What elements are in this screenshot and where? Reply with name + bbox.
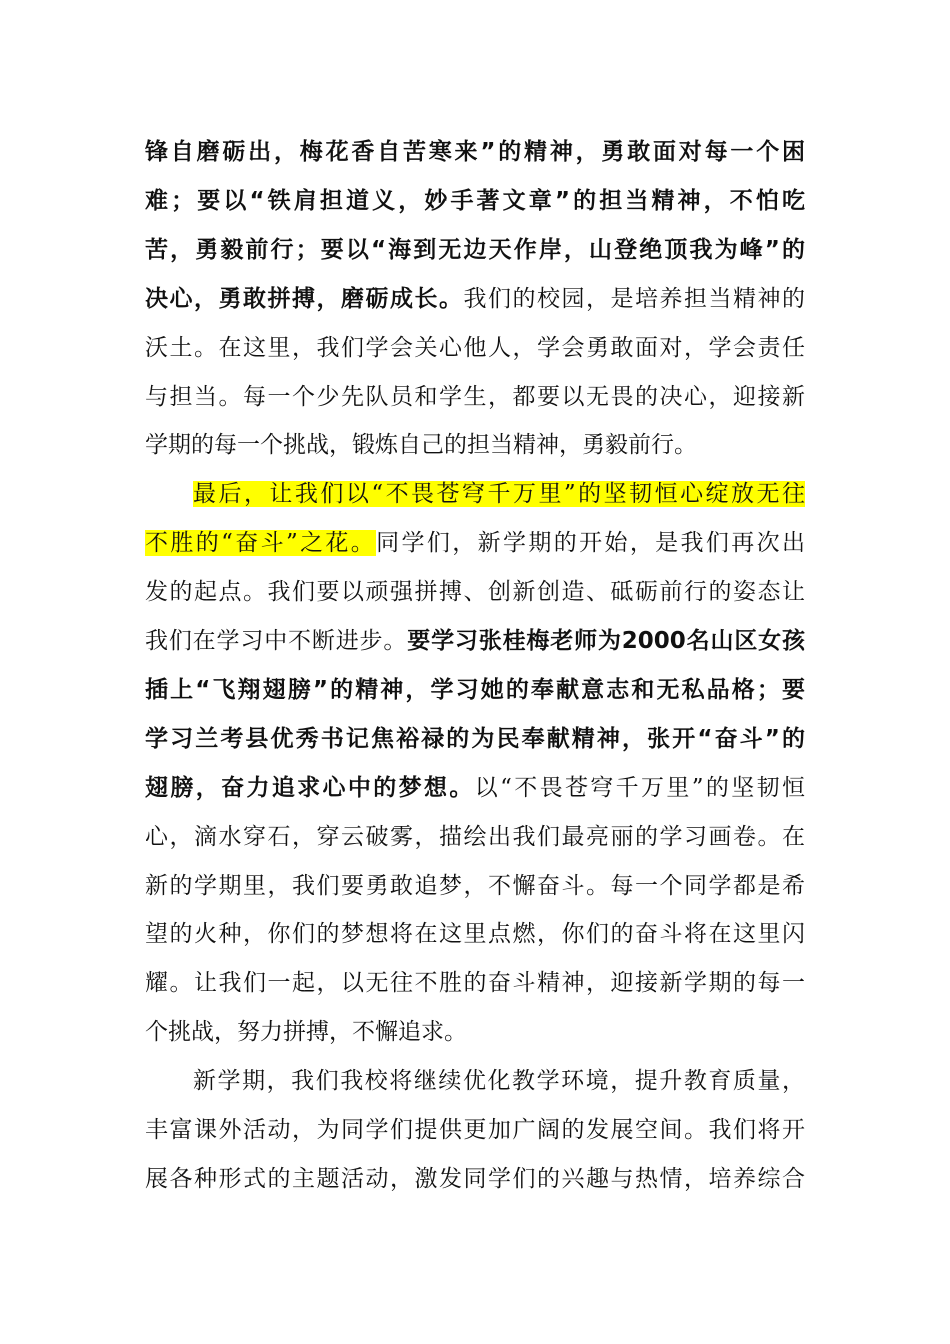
text-line bbox=[145, 134, 805, 170]
highlighted-text: 不胜的“奋斗”之花。 bbox=[145, 530, 377, 556]
body-text: 发的起点。我们要以顽强拼搏、创新创造、砥砺前行的姿态让 bbox=[145, 579, 805, 605]
text-line bbox=[145, 868, 805, 904]
bold-text: 插上“飞翔翅膀”的精神，学习她的奉献意志和无私品格；要 bbox=[145, 677, 805, 703]
text-line bbox=[145, 232, 805, 268]
text-line bbox=[145, 721, 805, 757]
bold-text: 锋自磨砺出，梅花香自苦寒来”的精神，勇敢面对每一个困 bbox=[145, 139, 805, 165]
bold-text: 翅膀，奋力追求心中的梦想。 bbox=[145, 775, 475, 801]
text-line bbox=[145, 525, 805, 561]
bold-text: 决心，勇敢拼搏，磨砺成长。 bbox=[145, 286, 464, 312]
text-line bbox=[145, 281, 805, 317]
body-text: 新学期，我们我校将继续优化教学环境，提升教育质量， bbox=[193, 1068, 805, 1094]
body-text: 我们在学习中不断进步。 bbox=[145, 628, 408, 654]
text-line bbox=[145, 183, 805, 219]
text-line bbox=[145, 427, 805, 463]
body-text: 我们的校园，是培养担当精神的 bbox=[463, 286, 805, 312]
text-line bbox=[193, 1063, 805, 1099]
bold-text: 苦，勇毅前行；要以“海到无边天作岸，山登绝顶我为峰”的 bbox=[145, 237, 805, 263]
body-text: 与担当。每一个少先队员和学生，都要以无畏的决心，迎接新 bbox=[145, 384, 805, 410]
text-line bbox=[145, 819, 805, 855]
body-text: 沃土。在这里，我们学会关心他人，学会勇敢面对，学会责任 bbox=[145, 335, 805, 361]
body-text: 以“不畏苍穹千万里”的坚韧恒 bbox=[474, 775, 805, 801]
bold-text: 难；要以“铁肩担道义，妙手著文章”的担当精神，不怕吃 bbox=[145, 188, 805, 214]
body-text: 耀。让我们一起，以无往不胜的奋斗精神，迎接新学期的每一 bbox=[145, 970, 805, 996]
body-text: 学期的每一个挑战，锻炼自己的担当精神，勇毅前行。 bbox=[145, 432, 697, 458]
text-line bbox=[145, 379, 805, 415]
text-line bbox=[145, 965, 805, 1001]
body-text: 望的火种，你们的梦想将在这里点燃，你们的奋斗将在这里闪 bbox=[145, 921, 805, 947]
text-line bbox=[145, 574, 805, 610]
text-line bbox=[145, 330, 805, 366]
body-text: 新的学期里，我们要勇敢追梦，不懈奋斗。每一个同学都是希 bbox=[145, 873, 805, 899]
highlighted-text: 最后，让我们以“不畏苍穹千万里”的坚韧恒心绽放无往 bbox=[193, 481, 805, 507]
text-line bbox=[145, 916, 805, 952]
text-line bbox=[193, 476, 805, 512]
body-text: 同学们，新学期的开始，是我们再次出 bbox=[376, 530, 805, 556]
text-line bbox=[145, 623, 805, 659]
text-line bbox=[145, 1014, 805, 1050]
body-text: 心，滴水穿石，穿云破雾，描绘出我们最亮丽的学习画卷。在 bbox=[145, 824, 805, 850]
text-line bbox=[145, 770, 805, 806]
body-text: 丰富课外活动，为同学们提供更加广阔的发展空间。我们将开 bbox=[145, 1117, 805, 1143]
bold-text: 学习兰考县优秀书记焦裕禄的为民奉献精神，张开“奋斗”的 bbox=[145, 726, 805, 752]
text-line bbox=[145, 1161, 805, 1197]
bold-text: 要学习张桂梅老师为2000名山区女孩 bbox=[407, 628, 805, 654]
body-text: 展各种形式的主题活动，激发同学们的兴趣与热情，培养综合 bbox=[145, 1166, 805, 1192]
body-text: 个挑战，努力拼搏，不懈追求。 bbox=[145, 1019, 467, 1045]
text-line bbox=[145, 672, 805, 708]
text-line bbox=[145, 1112, 805, 1148]
